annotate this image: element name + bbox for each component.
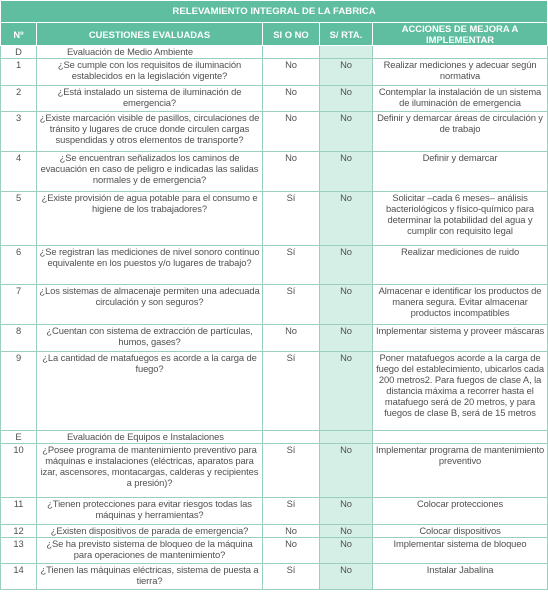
row-answer: No bbox=[263, 112, 320, 152]
row-rta: No bbox=[320, 112, 373, 152]
table-row bbox=[1, 444, 548, 498]
table-row bbox=[1, 352, 548, 431]
row-action: Definir y demarcar áreas de circulación y de trabajo bbox=[373, 112, 548, 152]
row-number: 6 bbox=[1, 246, 37, 285]
row-question: ¿Tienen las máquinas eléctricas, sistema de puesta a tierra? bbox=[37, 564, 263, 590]
row-number: 9 bbox=[1, 352, 37, 431]
row-answer: No bbox=[263, 525, 320, 538]
row-answer: No bbox=[263, 59, 320, 86]
row-rta: No bbox=[320, 352, 373, 431]
row-action: Definir y demarcar bbox=[373, 152, 548, 192]
row-question: ¿Cuentan con sistema de extracción de partículas, humos, gases? bbox=[37, 325, 263, 352]
row-action: Implementar sistema de bloqueo bbox=[373, 538, 548, 564]
row-number: 12 bbox=[1, 525, 37, 538]
table-row bbox=[1, 192, 548, 246]
row-answer: No bbox=[263, 538, 320, 564]
row-rta: No bbox=[320, 192, 373, 246]
row-question: ¿Tienen protecciones para evitar riesgos todas las máquinas y herramientas? bbox=[37, 498, 263, 525]
row-number: 14 bbox=[1, 564, 37, 590]
section-letter: E bbox=[1, 431, 37, 444]
row-rta: No bbox=[320, 86, 373, 112]
row-rta: No bbox=[320, 498, 373, 525]
row-number: 13 bbox=[1, 538, 37, 564]
row-action: Solicitar –cada 6 meses– análisis bacteriológicos y físico-químico para determinar la potabilidad del agua y cumplir con requisito legal bbox=[373, 192, 548, 246]
row-number: 10 bbox=[1, 444, 37, 498]
row-number: 11 bbox=[1, 498, 37, 525]
row-action: Instalar Jabalina bbox=[373, 564, 548, 590]
table-row bbox=[1, 525, 548, 538]
row-answer: No bbox=[263, 86, 320, 112]
row-number: 8 bbox=[1, 325, 37, 352]
table-row bbox=[1, 538, 548, 564]
table-row bbox=[1, 152, 548, 192]
row-action: Colocar dispositivos bbox=[373, 525, 548, 538]
row-answer: Sí bbox=[263, 498, 320, 525]
row-question: ¿Existe provisión de agua potable para el consumo e higiene de los trabajadores? bbox=[37, 192, 263, 246]
row-rta: No bbox=[320, 325, 373, 352]
row-answer: Sí bbox=[263, 285, 320, 325]
row-action: Colocar protecciones bbox=[373, 498, 548, 525]
header-yesno: SI O NO bbox=[263, 23, 320, 46]
header-num: Nº bbox=[1, 23, 37, 46]
section-letter: D bbox=[1, 46, 37, 59]
row-question: ¿Se encuentran señalizados los caminos de evacuación en caso de peligro e indicadas las salidas normales y de emergencia? bbox=[37, 152, 263, 192]
header-actions: ACCIONES DE MEJORA A IMPLEMENTAR bbox=[373, 23, 548, 46]
row-rta: No bbox=[320, 444, 373, 498]
row-action: Realizar mediciones y adecuar según normativa bbox=[373, 59, 548, 86]
table-row bbox=[1, 246, 548, 285]
row-action: Implementar programa de mantenimiento preventivo bbox=[373, 444, 548, 498]
row-rta: No bbox=[320, 285, 373, 325]
row-question: ¿Existen dispositivos de parada de emergencia? bbox=[37, 525, 263, 538]
table-row bbox=[1, 564, 548, 590]
row-question: ¿Se registran las mediciones de nivel sonoro continuo equivalente en los puestos y/o lugares de trabajo? bbox=[37, 246, 263, 285]
row-rta: No bbox=[320, 564, 373, 590]
row-question: ¿Los sistemas de almacenaje permiten una adecuada circulación y son seguros? bbox=[37, 285, 263, 325]
row-answer: No bbox=[263, 325, 320, 352]
header-question: CUESTIONES EVALUADAS bbox=[37, 23, 263, 46]
section-row-d bbox=[1, 46, 548, 59]
row-action: Contemplar la instalación de un sistema de iluminación de emergencia bbox=[373, 86, 548, 112]
header-row bbox=[1, 23, 548, 46]
table-row bbox=[1, 325, 548, 352]
section-row-e bbox=[1, 431, 548, 444]
table-row bbox=[1, 112, 548, 152]
title-row bbox=[1, 1, 548, 23]
table-row bbox=[1, 59, 548, 86]
row-rta: No bbox=[320, 59, 373, 86]
table-row bbox=[1, 86, 548, 112]
table-row bbox=[1, 285, 548, 325]
table-row bbox=[1, 498, 548, 525]
row-answer: Sí bbox=[263, 192, 320, 246]
row-question: ¿Se cumple con los requisitos de iluminación establecidos en la legislación vigente? bbox=[37, 59, 263, 86]
row-rta: No bbox=[320, 246, 373, 285]
row-number: 2 bbox=[1, 86, 37, 112]
row-question: ¿Se ha previsto sistema de bloqueo de la máquina para operaciones de mantenimiento? bbox=[37, 538, 263, 564]
row-question: ¿Está instalado un sistema de iluminación de emergencia? bbox=[37, 86, 263, 112]
row-answer: No bbox=[263, 152, 320, 192]
table-title: RELEVAMIENTO INTEGRAL DE LA FABRICA bbox=[1, 1, 548, 23]
row-number: 1 bbox=[1, 59, 37, 86]
row-action: Implementar sistema y proveer máscaras bbox=[373, 325, 548, 352]
row-action: Almacenar e identificar los productos de manera segura. Evitar almacenar productos incompatibles bbox=[373, 285, 548, 325]
row-action: Realizar mediciones de ruido bbox=[373, 246, 548, 285]
row-answer: Sí bbox=[263, 444, 320, 498]
row-action: Poner matafuegos acorde a la carga de fuego del establecimiento, ubicarlos cada 200 metros2. Para fuegos de clase A, la distancia máxima a recorrer hasta el matafuego será de 20 metros, y para fuegos de clase B, será de 15 metros bbox=[373, 352, 548, 431]
row-number: 4 bbox=[1, 152, 37, 192]
row-question: ¿Existe marcación visible de pasillos, circulaciones de tránsito y lugares de cruce donde circulen cargas suspendidas y otros elementos de transporte? bbox=[37, 112, 263, 152]
row-answer: Sí bbox=[263, 246, 320, 285]
row-number: 7 bbox=[1, 285, 37, 325]
row-answer: Sí bbox=[263, 564, 320, 590]
row-rta: No bbox=[320, 525, 373, 538]
row-question: ¿La cantidad de matafuegos es acorde a la carga de fuego? bbox=[37, 352, 263, 431]
row-rta: No bbox=[320, 538, 373, 564]
section-title: Evaluación de Medio Ambiente bbox=[37, 46, 263, 59]
header-rta: S/ RTA. bbox=[320, 23, 373, 46]
row-answer: Sí bbox=[263, 352, 320, 431]
row-rta: No bbox=[320, 152, 373, 192]
row-number: 3 bbox=[1, 112, 37, 152]
row-question: ¿Posee programa de mantenimiento preventivo para máquinas e instalaciones (eléctricas, aparatos para izar, ascensores, montacargas, calderas y recipientes a presión)? bbox=[37, 444, 263, 498]
section-title: Evaluación de Equipos e Instalaciones bbox=[37, 431, 263, 444]
row-number: 5 bbox=[1, 192, 37, 246]
